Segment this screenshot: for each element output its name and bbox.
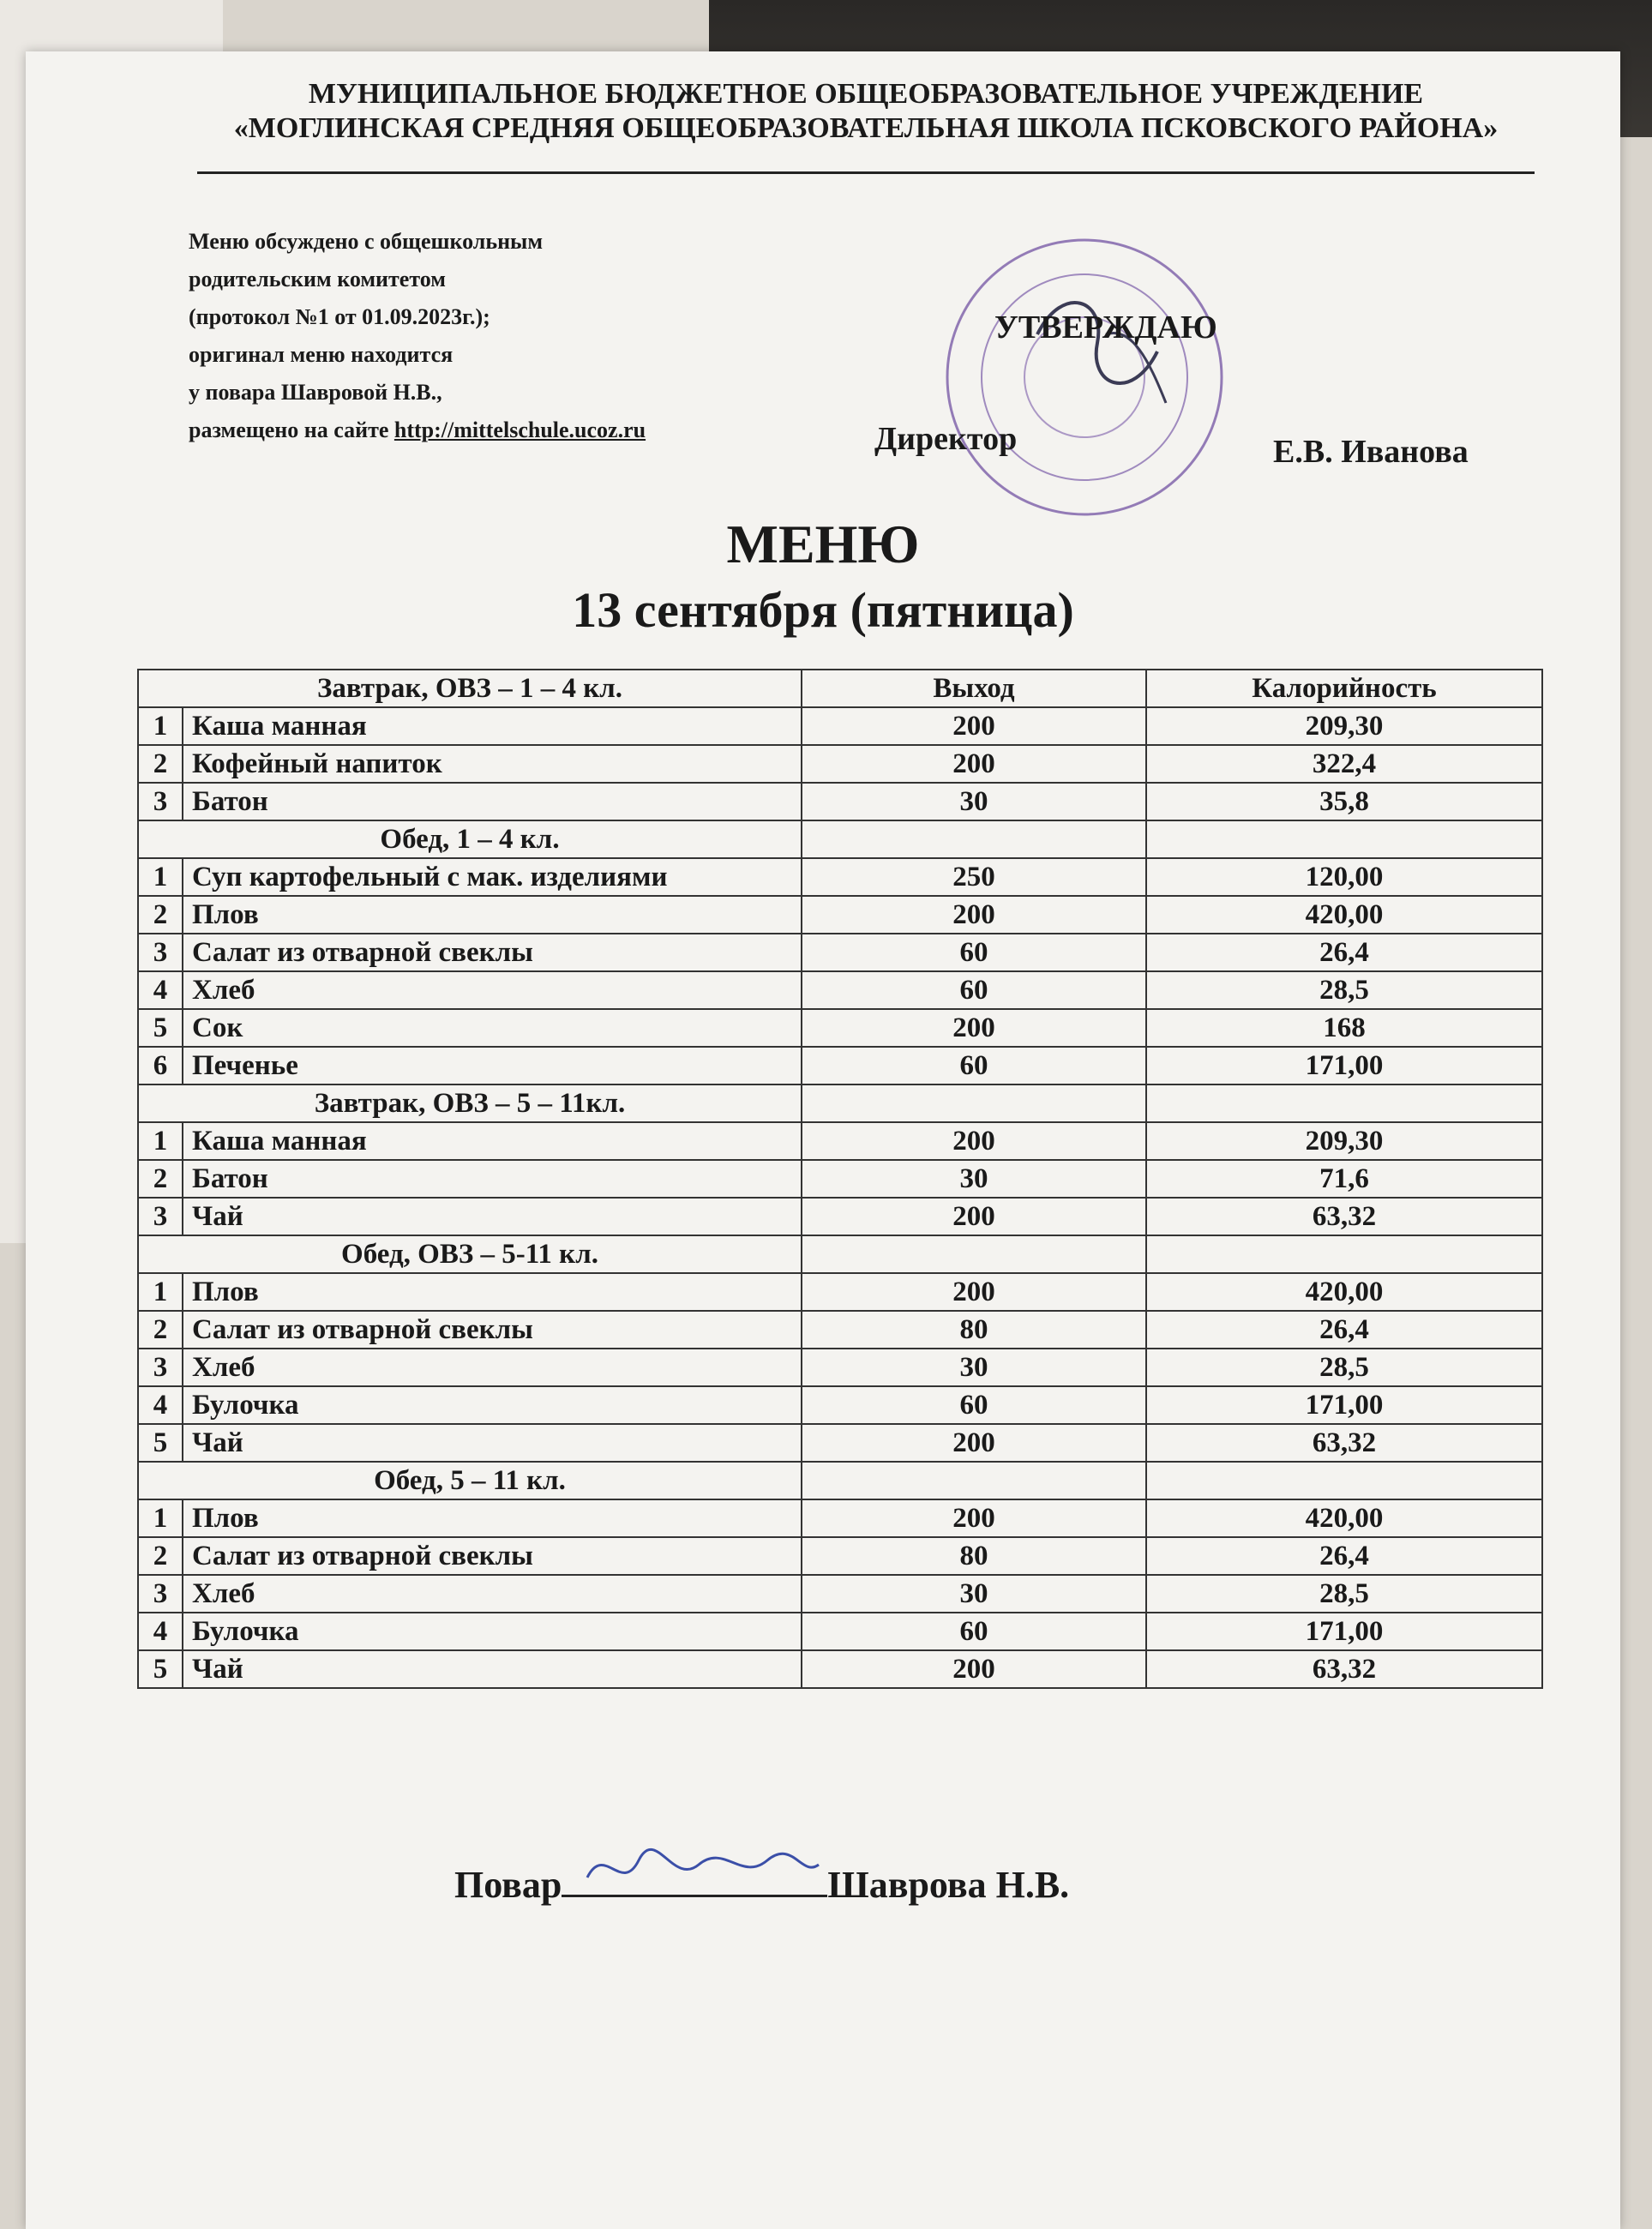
dish-calories: 28,5 bbox=[1146, 971, 1542, 1009]
table-row bbox=[138, 1273, 1542, 1311]
row-number: 3 bbox=[138, 783, 183, 820]
row-number: 1 bbox=[138, 1122, 183, 1160]
note-site-label: размещено на сайте bbox=[189, 418, 394, 442]
dish-calories: 63,32 bbox=[1146, 1198, 1542, 1235]
dish-output: 200 bbox=[802, 1198, 1146, 1235]
dish-name: Чай bbox=[183, 1198, 802, 1235]
row-number: 2 bbox=[138, 1537, 183, 1575]
column-header-out bbox=[802, 820, 1146, 858]
dish-name: Салат из отварной свеклы bbox=[183, 934, 802, 971]
row-number: 1 bbox=[138, 1499, 183, 1537]
dish-calories: 26,4 bbox=[1146, 934, 1542, 971]
dish-name: Чай bbox=[183, 1424, 802, 1462]
dish-name: Печенье bbox=[183, 1047, 802, 1084]
dish-name: Хлеб bbox=[183, 1349, 802, 1386]
table-row bbox=[138, 1009, 1542, 1047]
dish-calories: 420,00 bbox=[1146, 896, 1542, 934]
note-line-1: Меню обсуждено с общешкольным bbox=[189, 229, 544, 254]
dish-name: Салат из отварной свеклы bbox=[183, 1537, 802, 1575]
header-line-1: МУНИЦИПАЛЬНОЕ БЮДЖЕТНОЕ ОБЩЕОБРАЗОВАТЕЛЬНОЕ УЧРЕЖДЕНИЕ bbox=[308, 78, 1424, 110]
section-title: Обед, 1 – 4 кл. bbox=[138, 820, 802, 858]
section-row bbox=[138, 1462, 1542, 1499]
dish-calories: 63,32 bbox=[1146, 1424, 1542, 1462]
table-row bbox=[138, 896, 1542, 934]
dish-name: Плов bbox=[183, 1273, 802, 1311]
site-link[interactable]: http://mittelschule.ucoz.ru bbox=[393, 418, 646, 442]
table-row bbox=[138, 1575, 1542, 1613]
row-number: 2 bbox=[138, 1311, 183, 1349]
column-header-calories bbox=[1146, 820, 1542, 858]
dish-output: 60 bbox=[802, 971, 1146, 1009]
row-number: 4 bbox=[138, 1386, 183, 1424]
dish-name: Каша манная bbox=[183, 707, 802, 745]
table-row bbox=[138, 1386, 1542, 1424]
row-number: 4 bbox=[138, 1613, 183, 1650]
row-number: 2 bbox=[138, 896, 183, 934]
dish-name: Хлеб bbox=[183, 1575, 802, 1613]
approval-note bbox=[189, 223, 789, 449]
dish-output: 200 bbox=[802, 1424, 1146, 1462]
page-title: МЕНЮ bbox=[726, 514, 920, 574]
row-number: 1 bbox=[138, 707, 183, 745]
dish-output: 200 bbox=[802, 1650, 1146, 1688]
dish-output: 200 bbox=[802, 1273, 1146, 1311]
dish-calories: 209,30 bbox=[1146, 707, 1542, 745]
menu-table bbox=[137, 669, 1543, 1689]
column-header-calories bbox=[1146, 1235, 1542, 1273]
column-header-out: Выход bbox=[802, 670, 1146, 707]
column-header-out bbox=[802, 1235, 1146, 1273]
dish-name: Салат из отварной свеклы bbox=[183, 1311, 802, 1349]
row-number: 5 bbox=[138, 1009, 183, 1047]
dish-name: Батон bbox=[183, 783, 802, 820]
dish-calories: 171,00 bbox=[1146, 1047, 1542, 1084]
dish-calories: 35,8 bbox=[1146, 783, 1542, 820]
row-number: 1 bbox=[138, 858, 183, 896]
header-line-2: «МОГЛИНСКАЯ СРЕДНЯЯ ОБЩЕОБРАЗОВАТЕЛЬНАЯ ШКОЛА ПСКОВСКОГО РАЙОНА» bbox=[233, 112, 1499, 144]
column-header-calories: Калорийность bbox=[1146, 670, 1542, 707]
director-name: Е.В. Иванова bbox=[1273, 434, 1469, 470]
dish-name: Булочка bbox=[183, 1613, 802, 1650]
school-stamp bbox=[934, 231, 1234, 523]
dish-name: Суп картофельный с мак. изделиями bbox=[183, 858, 802, 896]
table-row bbox=[138, 745, 1542, 783]
column-header-calories bbox=[1146, 1462, 1542, 1499]
dish-output: 30 bbox=[802, 783, 1146, 820]
column-header-out bbox=[802, 1462, 1146, 1499]
table-row bbox=[138, 1424, 1542, 1462]
table-row bbox=[138, 1349, 1542, 1386]
section-title: Завтрак, ОВЗ – 1 – 4 кл. bbox=[138, 670, 802, 707]
table-row bbox=[138, 1160, 1542, 1198]
dish-name: Батон bbox=[183, 1160, 802, 1198]
dish-output: 200 bbox=[802, 1122, 1146, 1160]
dish-name: Каша манная bbox=[183, 1122, 802, 1160]
dish-output: 200 bbox=[802, 707, 1146, 745]
dish-calories: 26,4 bbox=[1146, 1311, 1542, 1349]
row-number: 1 bbox=[138, 1273, 183, 1311]
dish-output: 200 bbox=[802, 1499, 1146, 1537]
signature-line bbox=[562, 1860, 827, 1897]
section-title: Завтрак, ОВЗ – 5 – 11кл. bbox=[138, 1084, 802, 1122]
table-row bbox=[138, 1537, 1542, 1575]
menu-date: 13 сентября (пятница) bbox=[572, 582, 1074, 638]
row-number: 3 bbox=[138, 1198, 183, 1235]
table-row bbox=[138, 1650, 1542, 1688]
dish-name: Хлеб bbox=[183, 971, 802, 1009]
approval-label: УТВЕРЖДАЮ bbox=[994, 309, 1217, 345]
dish-calories: 120,00 bbox=[1146, 858, 1542, 896]
row-number: 3 bbox=[138, 1575, 183, 1613]
dish-output: 60 bbox=[802, 1386, 1146, 1424]
table-row bbox=[138, 1047, 1542, 1084]
dish-name: Плов bbox=[183, 1499, 802, 1537]
dish-output: 60 bbox=[802, 934, 1146, 971]
note-line-5: у повара Шавровой Н.В., bbox=[189, 380, 442, 405]
table-row bbox=[138, 934, 1542, 971]
row-number: 5 bbox=[138, 1424, 183, 1462]
section-row bbox=[138, 1235, 1542, 1273]
dish-name: Плов bbox=[183, 896, 802, 934]
dish-calories: 71,6 bbox=[1146, 1160, 1542, 1198]
dish-calories: 63,32 bbox=[1146, 1650, 1542, 1688]
row-number: 3 bbox=[138, 934, 183, 971]
dish-output: 30 bbox=[802, 1160, 1146, 1198]
dish-calories: 209,30 bbox=[1146, 1122, 1542, 1160]
dish-output: 250 bbox=[802, 858, 1146, 896]
dish-name: Кофейный напиток bbox=[183, 745, 802, 783]
cook-name: Шаврова Н.В. bbox=[827, 1864, 1070, 1906]
dish-output: 80 bbox=[802, 1311, 1146, 1349]
dish-calories: 28,5 bbox=[1146, 1349, 1542, 1386]
table-row bbox=[138, 707, 1542, 745]
dish-output: 200 bbox=[802, 745, 1146, 783]
table-row bbox=[138, 1499, 1542, 1537]
dish-name: Сок bbox=[183, 1009, 802, 1047]
dish-calories: 26,4 bbox=[1146, 1537, 1542, 1575]
row-number: 2 bbox=[138, 745, 183, 783]
document-page bbox=[26, 51, 1620, 2229]
table-row bbox=[138, 1198, 1542, 1235]
note-line-3: (протокол №1 от 01.09.2023г.); bbox=[189, 304, 490, 329]
dish-calories: 322,4 bbox=[1146, 745, 1542, 783]
dish-output: 60 bbox=[802, 1613, 1146, 1650]
director-title: Директор bbox=[874, 421, 1018, 457]
section-title: Обед, ОВЗ – 5-11 кл. bbox=[138, 1235, 802, 1273]
row-number: 2 bbox=[138, 1160, 183, 1198]
dish-calories: 28,5 bbox=[1146, 1575, 1542, 1613]
row-number: 3 bbox=[138, 1349, 183, 1386]
dish-calories: 171,00 bbox=[1146, 1386, 1542, 1424]
dish-output: 30 bbox=[802, 1349, 1146, 1386]
table-row bbox=[138, 971, 1542, 1009]
dish-output: 80 bbox=[802, 1537, 1146, 1575]
cook-label: Повар bbox=[454, 1864, 562, 1906]
section-title: Обед, 5 – 11 кл. bbox=[138, 1462, 802, 1499]
table-row bbox=[138, 1613, 1542, 1650]
column-header-calories bbox=[1146, 1084, 1542, 1122]
note-line-4: оригинал меню находится bbox=[189, 342, 454, 367]
dish-name: Чай bbox=[183, 1650, 802, 1688]
document-header bbox=[197, 77, 1535, 146]
dish-output: 60 bbox=[802, 1047, 1146, 1084]
dish-calories: 171,00 bbox=[1146, 1613, 1542, 1650]
dish-calories: 420,00 bbox=[1146, 1273, 1542, 1311]
dish-output: 200 bbox=[802, 1009, 1146, 1047]
dish-calories: 420,00 bbox=[1146, 1499, 1542, 1537]
section-row bbox=[138, 670, 1542, 707]
cook-signature bbox=[570, 1835, 827, 1903]
table-row bbox=[138, 783, 1542, 820]
dish-name: Булочка bbox=[183, 1386, 802, 1424]
dish-output: 200 bbox=[802, 896, 1146, 934]
row-number: 5 bbox=[138, 1650, 183, 1688]
table-row bbox=[138, 858, 1542, 896]
note-line-6 bbox=[189, 412, 789, 449]
dish-calories: 168 bbox=[1146, 1009, 1542, 1047]
table-row bbox=[138, 1122, 1542, 1160]
dish-output: 30 bbox=[802, 1575, 1146, 1613]
header-divider bbox=[197, 171, 1535, 174]
note-line-2: родительским комитетом bbox=[189, 267, 446, 291]
column-header-out bbox=[802, 1084, 1146, 1122]
cook-signature-line bbox=[454, 1860, 1069, 1907]
section-row bbox=[138, 820, 1542, 858]
row-number: 4 bbox=[138, 971, 183, 1009]
row-number: 6 bbox=[138, 1047, 183, 1084]
table-row bbox=[138, 1311, 1542, 1349]
section-row bbox=[138, 1084, 1542, 1122]
